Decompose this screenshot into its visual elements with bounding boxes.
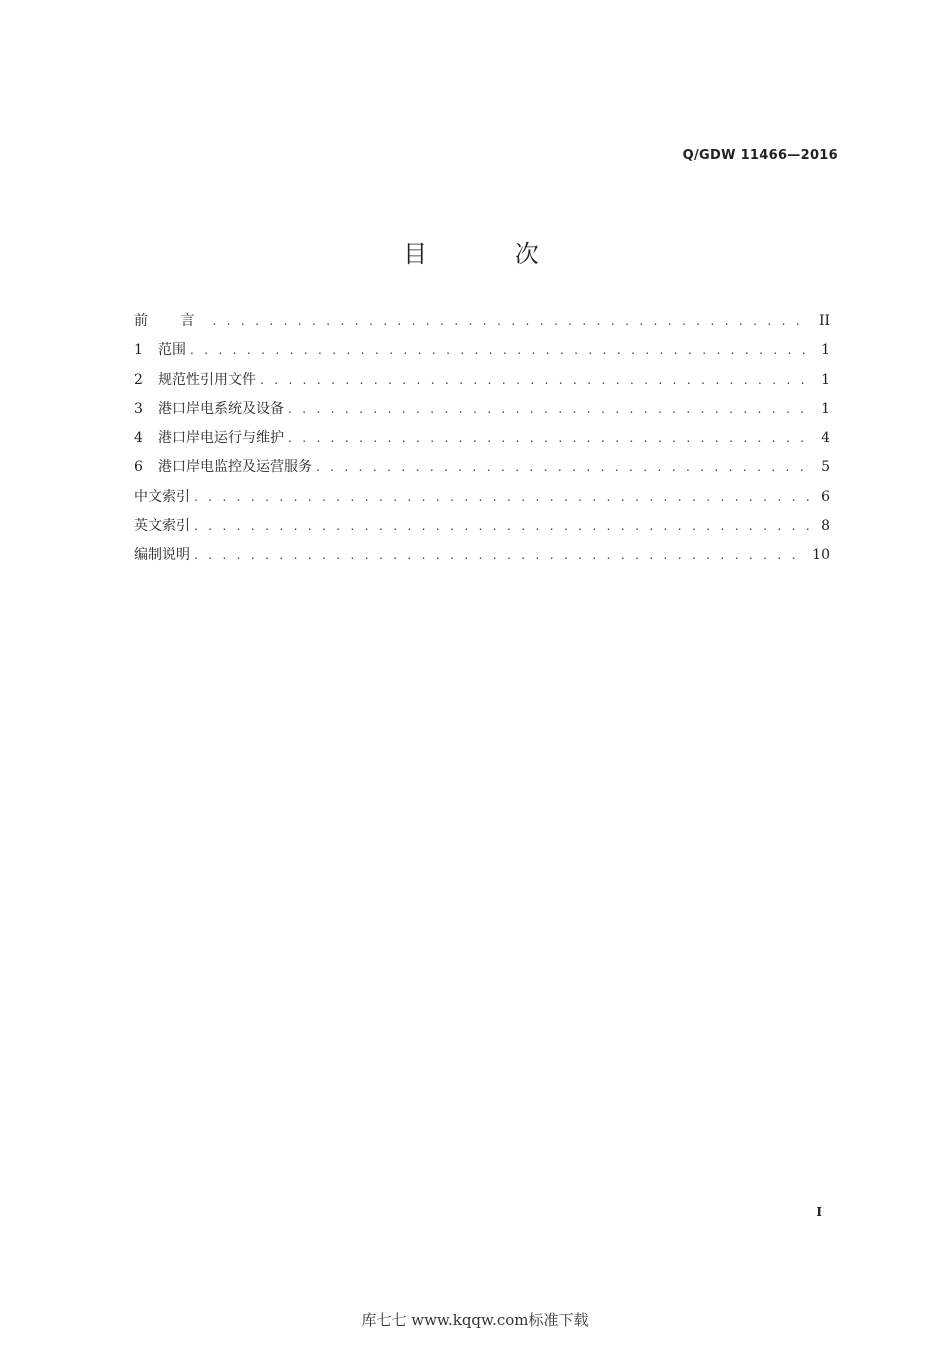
page-title: 目 次: [403, 240, 579, 268]
toc-entry-chinese-index[interactable]: [134, 486, 830, 515]
toc-leader-dots: [190, 339, 810, 361]
toc-entry-number: 3: [134, 400, 143, 417]
toc-leader-dots: [316, 456, 810, 478]
toc-leader-dots: [288, 398, 810, 420]
toc-entry-operation-and-maintenance[interactable]: [134, 427, 830, 456]
toc-entry-normative-references[interactable]: [134, 369, 830, 398]
toc-entry-label: 编制说明: [134, 547, 190, 564]
toc-entry-monitoring-and-service[interactable]: [134, 456, 830, 485]
toc-entry-number: 6: [134, 459, 143, 476]
toc-entry-page: 1: [821, 371, 830, 388]
watermark-text: 库七七 www.kqqw.com标准下载: [361, 1311, 589, 1329]
toc-entry-preface[interactable]: [134, 310, 830, 339]
toc-leader-dots: [194, 515, 810, 537]
toc-leader-dots: [212, 310, 810, 332]
page-number: I: [816, 1205, 822, 1219]
document-number: Q/GDW 11466—2016: [682, 148, 838, 163]
toc-entry-page: 1: [821, 400, 830, 417]
table-of-contents: [134, 310, 830, 574]
toc-leader-dots: [260, 369, 810, 391]
toc-entry-page: 5: [821, 459, 830, 476]
toc-entry-label: 港口岸电监控及运营服务: [158, 459, 312, 476]
toc-leader-dots: [194, 544, 806, 566]
toc-entry-label: 前 言: [134, 313, 209, 329]
toc-leader-dots: [288, 427, 810, 449]
toc-entry-page: 1: [821, 342, 830, 359]
toc-entry-compilation-notes[interactable]: [134, 544, 830, 573]
toc-entry-system-and-equipment[interactable]: [134, 398, 830, 427]
toc-entry-page: II: [818, 313, 830, 329]
toc-entry-number: 4: [134, 430, 143, 447]
toc-entry-page: 10: [812, 547, 830, 564]
toc-entry-number: 2: [134, 371, 143, 388]
toc-entry-label: 港口岸电运行与维护: [158, 430, 284, 447]
toc-entry-label: 中文索引: [134, 488, 190, 505]
toc-entry-page: 8: [821, 518, 830, 535]
toc-entry-english-index[interactable]: [134, 515, 830, 544]
toc-leader-dots: [194, 486, 810, 508]
toc-entry-label: 范围: [158, 342, 186, 359]
toc-entry-page: 6: [821, 488, 830, 505]
toc-entry-label: 规范性引用文件: [158, 371, 256, 388]
toc-entry-page: 4: [821, 430, 830, 447]
toc-entry-scope[interactable]: [134, 339, 830, 368]
toc-entry-label: 英文索引: [134, 518, 190, 535]
toc-entry-label: 港口岸电系统及设备: [158, 400, 284, 417]
toc-entry-number: 1: [134, 342, 143, 359]
